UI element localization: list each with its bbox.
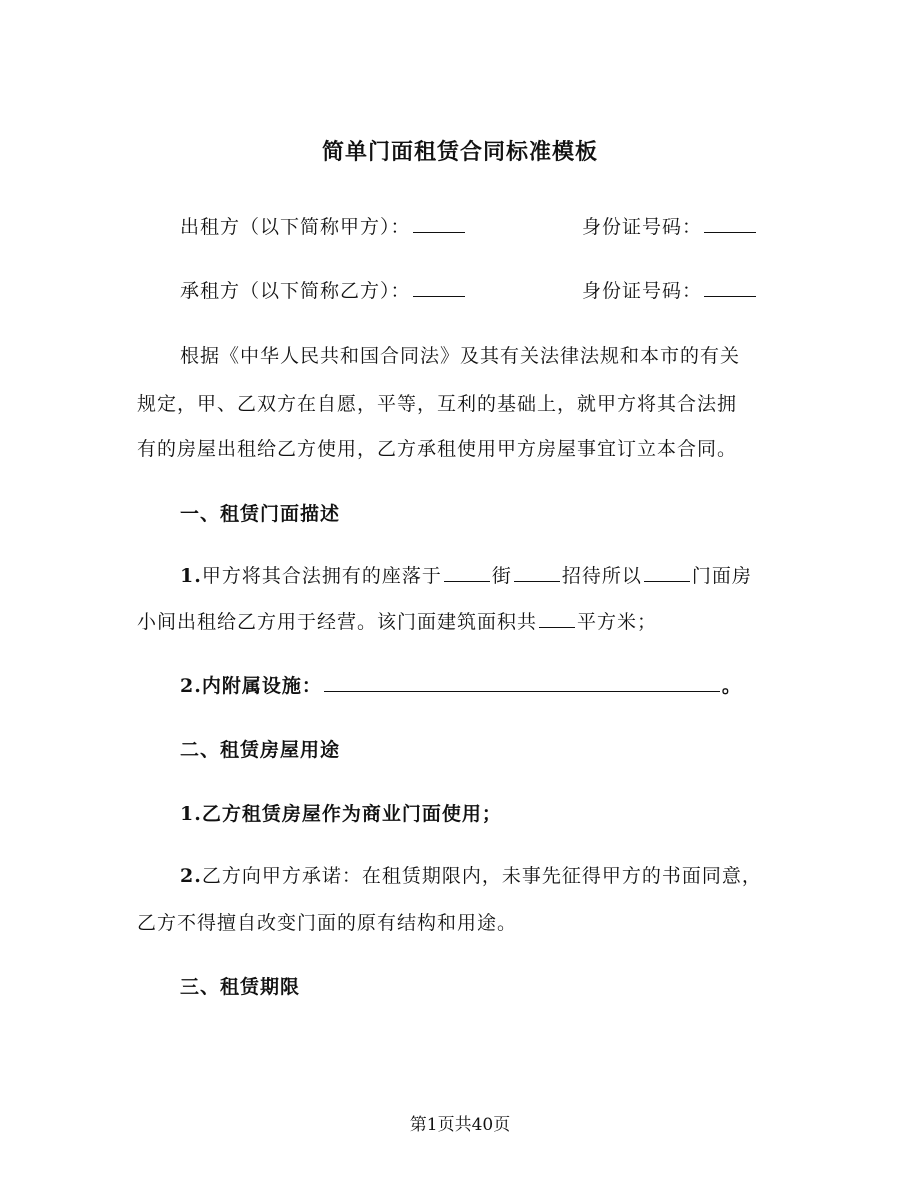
door-blank	[644, 562, 690, 582]
lessee-id-blank	[704, 277, 756, 297]
s2-item2-line2: 乙方不得擅自改变门面的原有结构和用途。	[137, 912, 518, 934]
s1-item1-line2	[137, 607, 787, 634]
s2-item2-text-1: 乙方向甲方承诺：在租赁期限内，未事先征得甲方的书面同意，	[201, 865, 762, 887]
page-title: 简单门面租赁合同标准模板	[321, 139, 598, 165]
s1-item2-end: 。	[721, 675, 742, 697]
page-indicator: 第1页共40页	[409, 1115, 511, 1135]
lessor-name-blank	[413, 213, 465, 233]
intro-line-3: 有的房屋出租给乙方使用，乙方承租使用甲方房屋事宜订立本合同。	[137, 438, 738, 460]
s1-item1-line1	[180, 561, 787, 588]
area-blank	[539, 608, 575, 628]
lessor-label: 出租方（以下简称甲方）：	[180, 216, 411, 238]
s1-item1-line2-text-b: 平方米；	[577, 611, 658, 633]
s2-item2-line1	[180, 861, 787, 888]
section-1-heading: 一、租赁门面描述	[180, 503, 341, 525]
intro-line-2: 规定，甲、乙双方在自愿，平等，互利的基础上，就甲方将其合法拥	[137, 393, 738, 415]
section-2-heading: 二、租赁房屋用途	[180, 739, 341, 761]
facilities-blank	[324, 672, 720, 692]
s2-item2-number: 2.	[180, 865, 202, 887]
s2-item1: 1.乙方租赁房屋作为商业门面使用；	[180, 803, 502, 825]
lessee-id-label: 身份证号码：	[582, 280, 703, 302]
hostel-blank	[514, 562, 560, 582]
s1-item1-text-a: 甲方将其合法拥有的座落于	[201, 565, 442, 587]
s1-item1-text-b: 街	[491, 565, 512, 587]
lessor-id-blank	[704, 213, 756, 233]
lessee-id-line	[582, 276, 758, 303]
s1-item1-line2-text-a: 小间出租给乙方用于经营。该门面建筑面积共	[137, 611, 538, 633]
s1-item1-number: 1.	[180, 565, 202, 587]
lessor-id-label: 身份证号码：	[582, 216, 703, 238]
s1-item1-text-c: 招待所以	[561, 565, 642, 587]
intro-line-1: 根据《中华人民共和国合同法》及其有关法律法规和本市的有关	[180, 345, 741, 367]
lessor-id-line	[582, 212, 758, 239]
s1-item2-label: 2.内附属设施：	[180, 675, 322, 697]
s1-item2-line	[180, 671, 787, 698]
street-blank	[444, 562, 490, 582]
s1-item1-text-d: 门面房	[691, 565, 752, 587]
section-3-heading: 三、租赁期限	[180, 976, 301, 998]
lessee-label: 承租方（以下简称乙方）：	[180, 280, 411, 302]
lessee-name-blank	[413, 277, 465, 297]
